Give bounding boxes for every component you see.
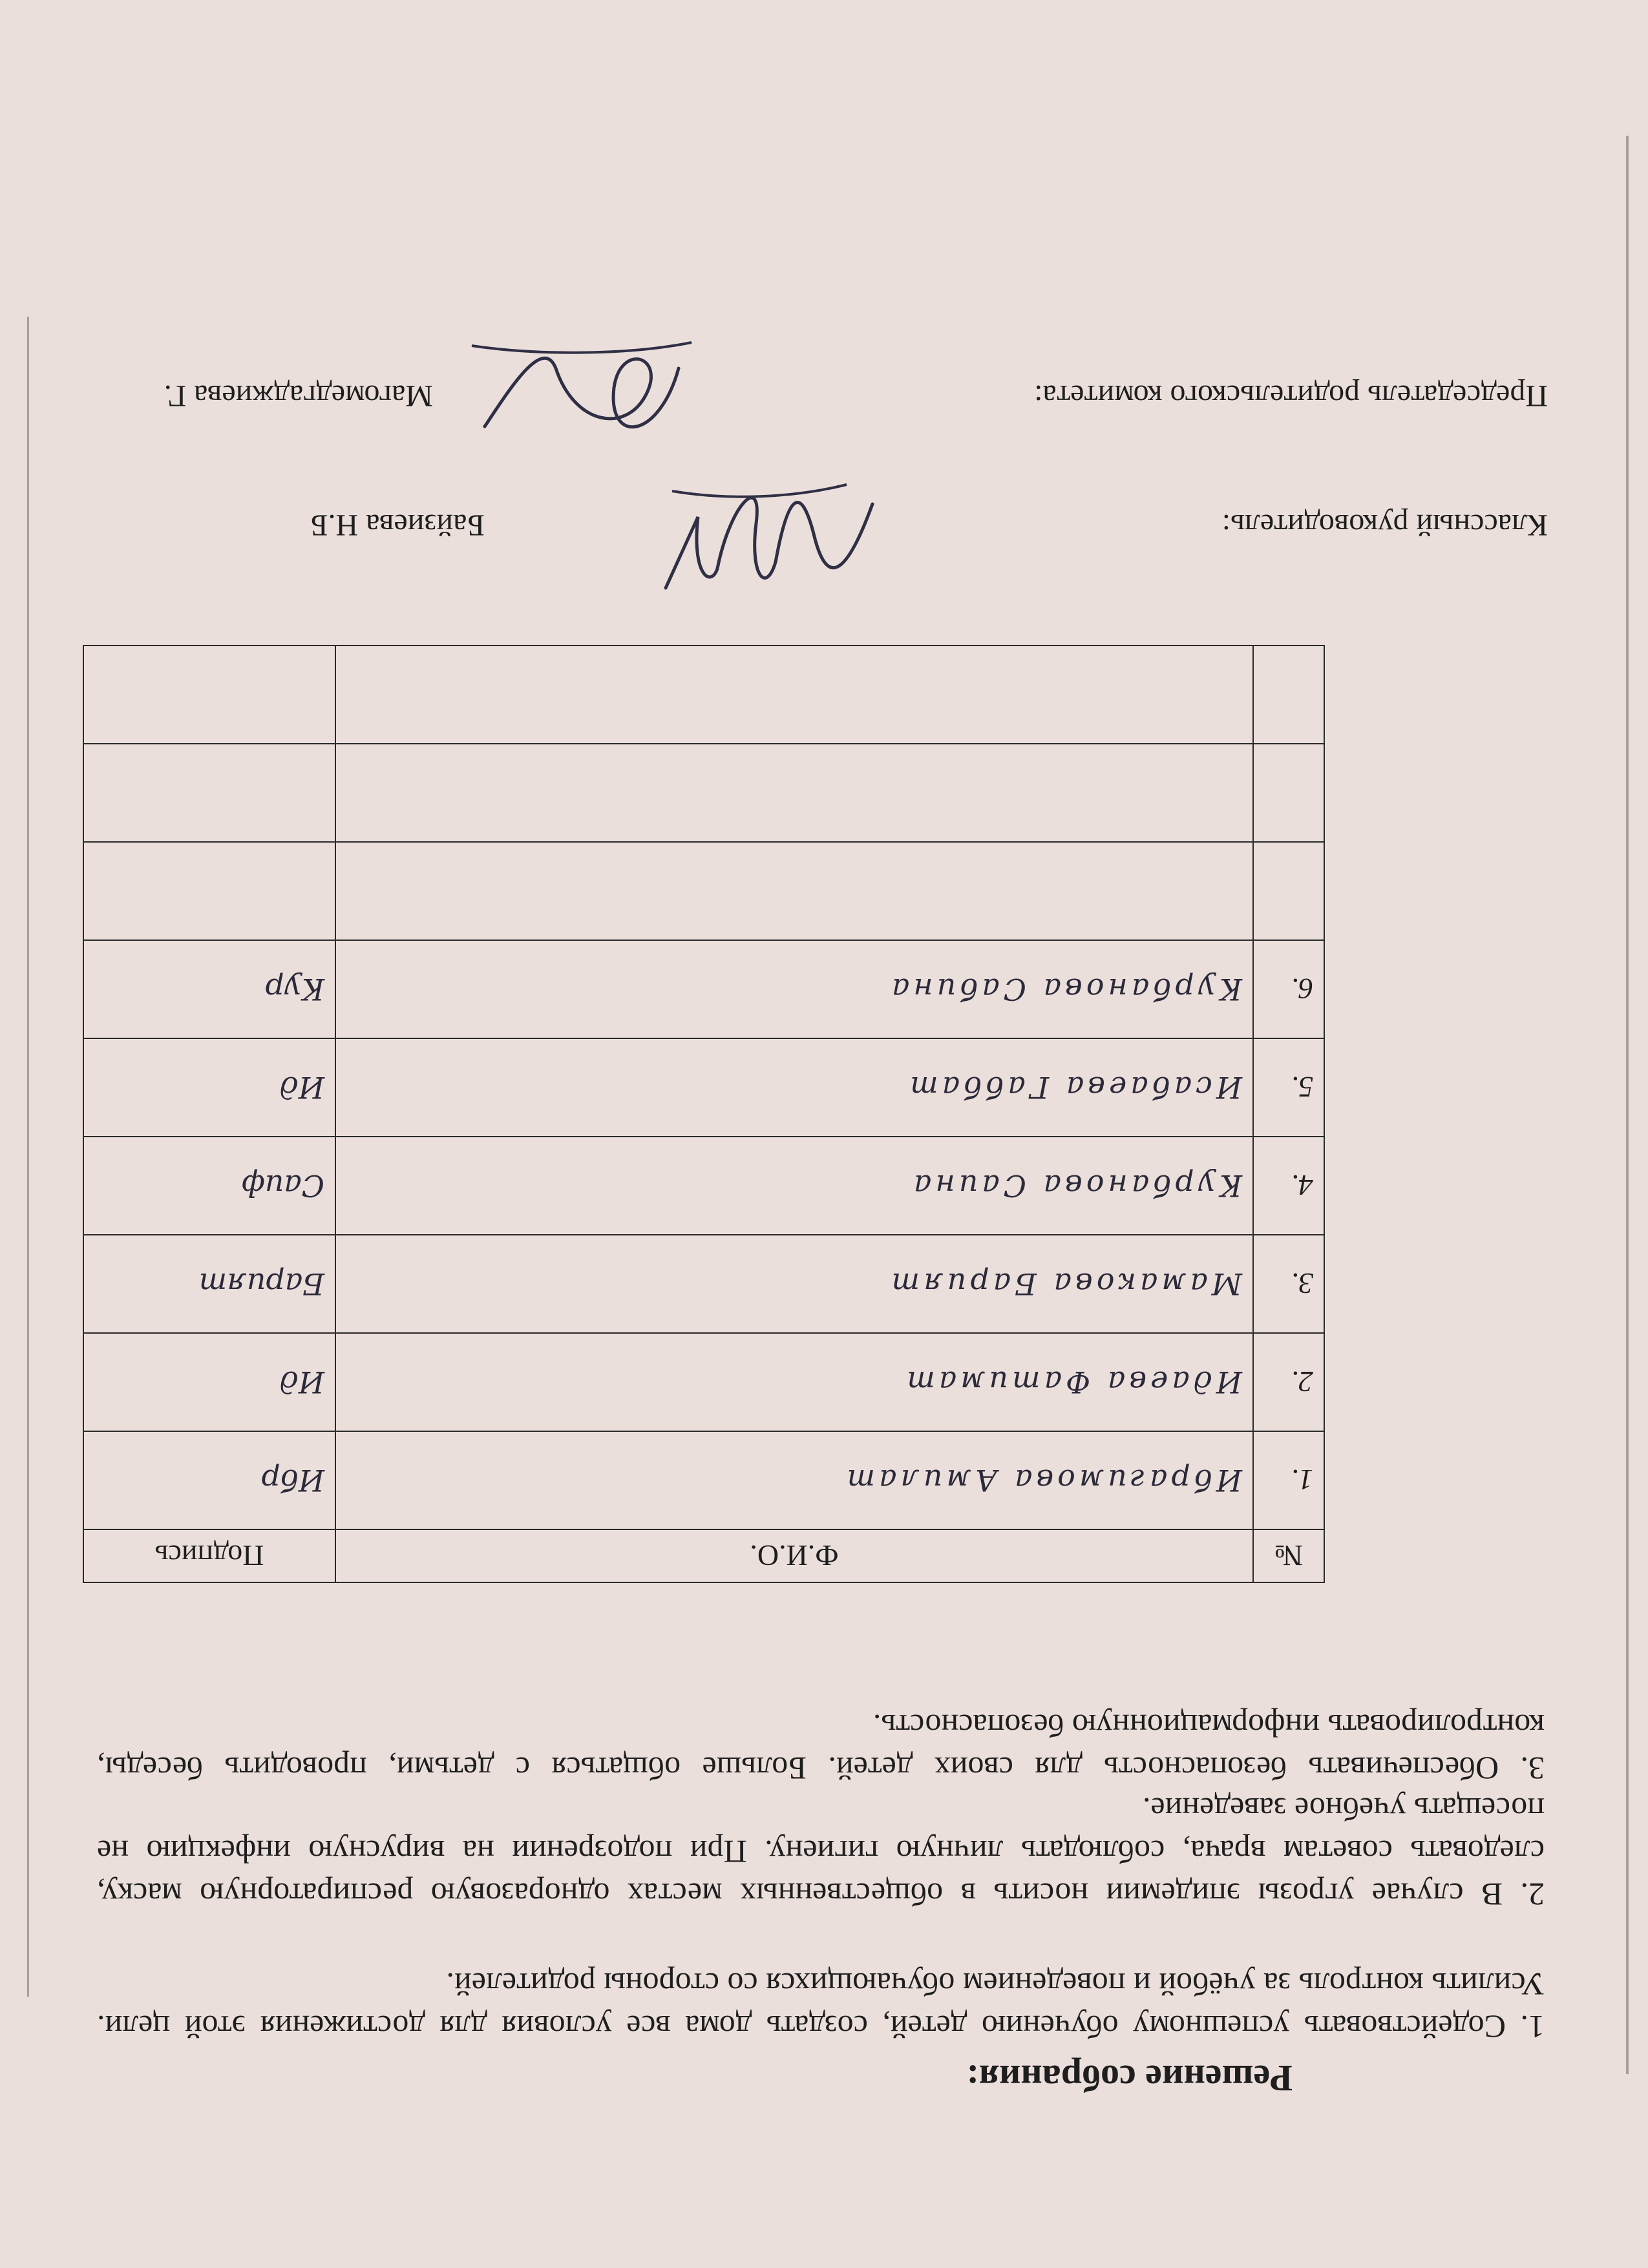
table-row — [83, 1038, 1324, 1137]
teacher-label: Классный руководитель: — [1221, 508, 1548, 542]
row-number — [1253, 842, 1324, 940]
teacher-signature — [653, 465, 885, 614]
row-signature: Ид — [83, 1038, 335, 1137]
row-fio: Ибрагимова Амилат — [335, 1431, 1253, 1529]
row-fio: Исабаева Габбат — [335, 1038, 1253, 1137]
row-fio — [335, 842, 1253, 940]
decision-item-2: 2. В случае угрозы эпидемии носить в общественных местах одноразовую респираторную маску, следовать советам врача, соблюдать личную гигиену. При подозрении на вирусную инфекцию не посещать учебное заведение. — [97, 1791, 1545, 1913]
row-fio: Курбанова Сабина — [335, 940, 1253, 1038]
row-signature — [83, 646, 335, 744]
row-signature: Кур — [83, 940, 335, 1038]
row-signature: Ид — [83, 1333, 335, 1431]
row-signature: Саиф — [83, 1137, 335, 1235]
row-number: 4. — [1253, 1137, 1324, 1235]
row-fio: Мамакова Барият — [335, 1235, 1253, 1333]
table-header-row — [83, 1529, 1324, 1582]
table-row — [83, 1137, 1324, 1235]
scan-artifact-right — [27, 317, 29, 1997]
row-fio — [335, 646, 1253, 744]
scan-artifact-left — [1626, 136, 1629, 2074]
row-fio: Идаева Фатимат — [335, 1333, 1253, 1431]
row-number: 6. — [1253, 940, 1324, 1038]
table-row — [83, 1333, 1324, 1431]
column-header-signature: Подпись — [83, 1529, 335, 1582]
column-header-fio: Ф.И.О. — [335, 1529, 1253, 1582]
decision-heading: Решение собрания: — [966, 2057, 1293, 2099]
table-row-empty — [83, 744, 1324, 842]
table-row — [83, 1431, 1324, 1529]
teacher-name: Байзиева Н.Б — [310, 508, 485, 542]
row-fio — [335, 744, 1253, 842]
row-signature — [83, 842, 335, 940]
table-row — [83, 1235, 1324, 1333]
committee-chair-name: Магомедгаджиева Г. — [164, 379, 433, 413]
row-number — [1253, 646, 1324, 744]
row-number: 3. — [1253, 1235, 1324, 1333]
row-number — [1253, 744, 1324, 842]
row-number: 5. — [1253, 1038, 1324, 1137]
row-number: 2. — [1253, 1333, 1324, 1431]
decision-item-3: 3. Обеспечивать безопасность для своих детей. Больше общаться с детьми, проводить беседы, контролировать информационную безопасность. — [97, 1708, 1545, 1787]
table-row — [83, 940, 1324, 1038]
row-fio: Курбанова Саина — [335, 1137, 1253, 1235]
row-signature — [83, 744, 335, 842]
committee-chair-signature — [459, 317, 704, 465]
table-row-empty — [83, 646, 1324, 744]
row-number: 1. — [1253, 1431, 1324, 1529]
column-header-number: № — [1253, 1529, 1324, 1582]
decision-item-1: 1. Содействовать успешному обучению детей, создать дома все условия для достижения этой цели. Усилить контроль за учёбой и поведением обучающихся со стороны родителей. — [97, 1966, 1545, 2045]
row-signature: Барият — [83, 1235, 335, 1333]
committee-chair-label: Председатель родительского комитета: — [1034, 379, 1548, 413]
table-row-empty — [83, 842, 1324, 940]
row-signature: Ибр — [83, 1431, 335, 1529]
signature-table — [83, 645, 1325, 1583]
